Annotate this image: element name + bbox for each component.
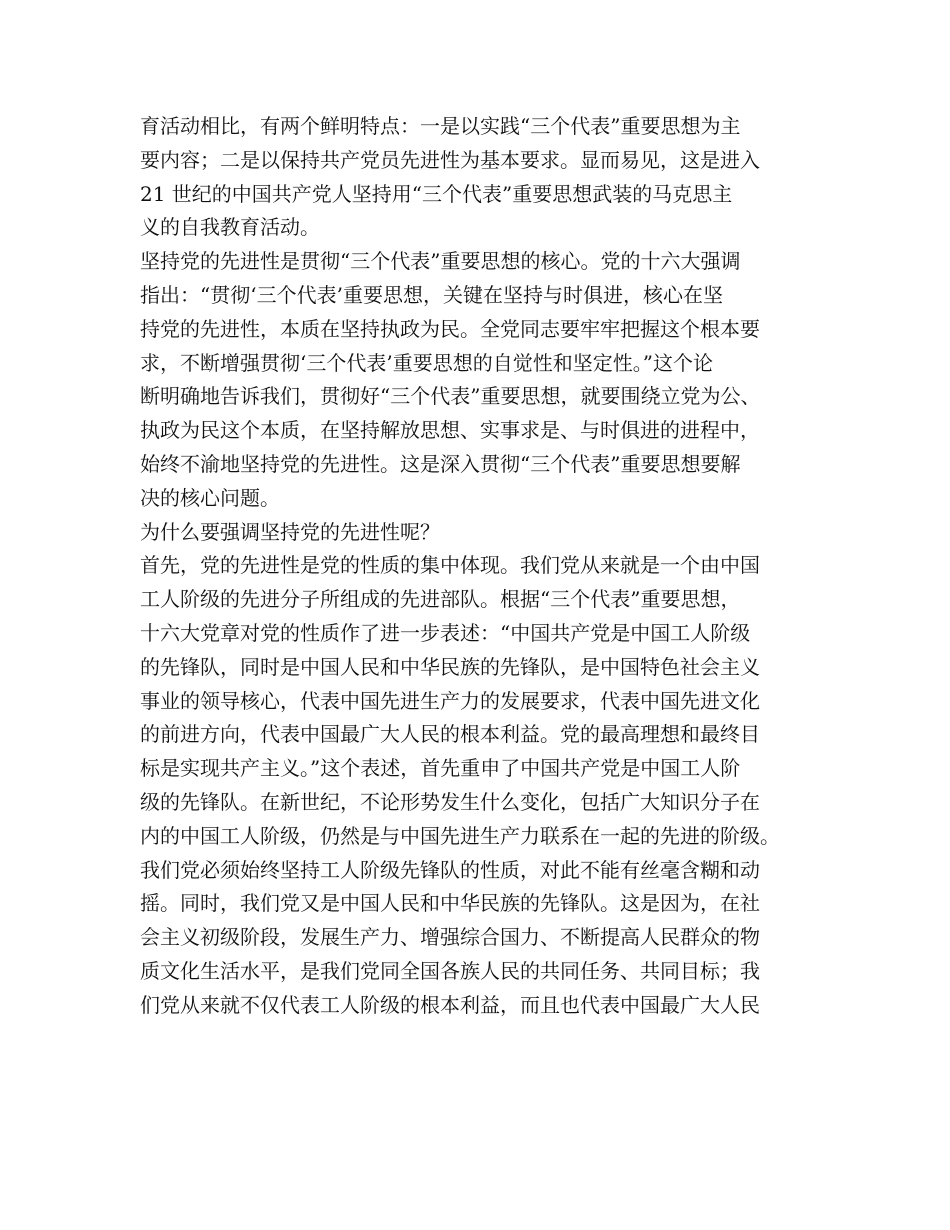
text-line: 21 世纪的中国共产党人坚持用“三个代表”重要思想武装的马克思主 (140, 181, 733, 206)
text-line: 的先锋队，同时是中国人民和中华民族的先锋队，是中国特色社会主义 (140, 654, 760, 679)
text-line: 级的先锋队。在新世纪，不论形势发生什么变化，包括广大知识分子在 (140, 789, 760, 814)
text-line: 要内容；二是以保持共产党员先进性为基本要求。显而易见，这是进入 (140, 147, 760, 172)
text-line: 指出：“贯彻‘三个代表’重要思想，关键在坚持与时俱进，核心在坚 (140, 282, 723, 307)
text-line: 们党从来就不仅代表工人阶级的根本利益，而且也代表中国最广大人民 (140, 992, 760, 1017)
text-line: 会主义初级阶段，发展生产力、增强综合国力、不断提高人民群众的物 (140, 925, 760, 950)
document-body-text (140, 110, 840, 1023)
text-line: 首先，党的先进性是党的性质的集中体现。我们党从来就是一个由中国 (140, 553, 760, 578)
text-line: 十六大党章对党的性质作了进一步表述：“中国共产党是中国工人阶级 (140, 620, 751, 645)
text-line: 为什么要强调坚持党的先进性呢？ (140, 519, 440, 544)
text-line: 我们党必须始终坚持工人阶级先锋队的性质，对此不能有丝毫含糊和动 (140, 857, 760, 882)
text-line: 始终不渝地坚持党的先进性。这是深入贯彻“三个代表”重要思想要解 (140, 451, 741, 476)
text-line: 标是实现共产主义。”这个表述，首先重申了中国共产党是中国工人阶 (140, 756, 741, 781)
text-line: 求，不断增强贯彻‘三个代表’重要思想的自觉性和坚定性。”这个论 (140, 350, 713, 375)
text-line: 质文化生活水平，是我们党同全国各族人民的共同任务、共同目标；我 (140, 958, 760, 983)
text-line: 的前进方向，代表中国最广大人民的根本利益。党的最高理想和最终目 (140, 722, 760, 747)
text-line: 内的中国工人阶级，仍然是与中国先进生产力联系在一起的先进的阶级。 (140, 823, 780, 848)
text-line: 摇。同时，我们党又是中国人民和中华民族的先锋队。这是因为，在社 (140, 891, 760, 916)
text-line: 坚持党的先进性是贯彻“三个代表”重要思想的核心。党的十六大强调 (140, 249, 741, 274)
text-line: 执政为民这个本质，在坚持解放思想、实事求是、与时俱进的进程中， (140, 418, 760, 443)
text-line: 育活动相比，有两个鲜明特点：一是以实践“三个代表”重要思想为主 (140, 114, 741, 138)
text-line: 断明确地告诉我们，贯彻好“三个代表”重要思想，就要围绕立党为公、 (140, 384, 761, 409)
text-line: 工人阶级的先进分子所组成的先进部队。根据“三个代表”重要思想， (140, 587, 741, 612)
text-line: 决的核心问题。 (140, 485, 280, 510)
text-line: 持党的先进性，本质在坚持执政为民。全党同志要牢牢把握这个根本要 (140, 316, 760, 341)
text-line: 事业的领导核心，代表中国先进生产力的发展要求，代表中国先进文化 (140, 688, 760, 713)
text-line: 义的自我教育活动。 (140, 215, 320, 240)
